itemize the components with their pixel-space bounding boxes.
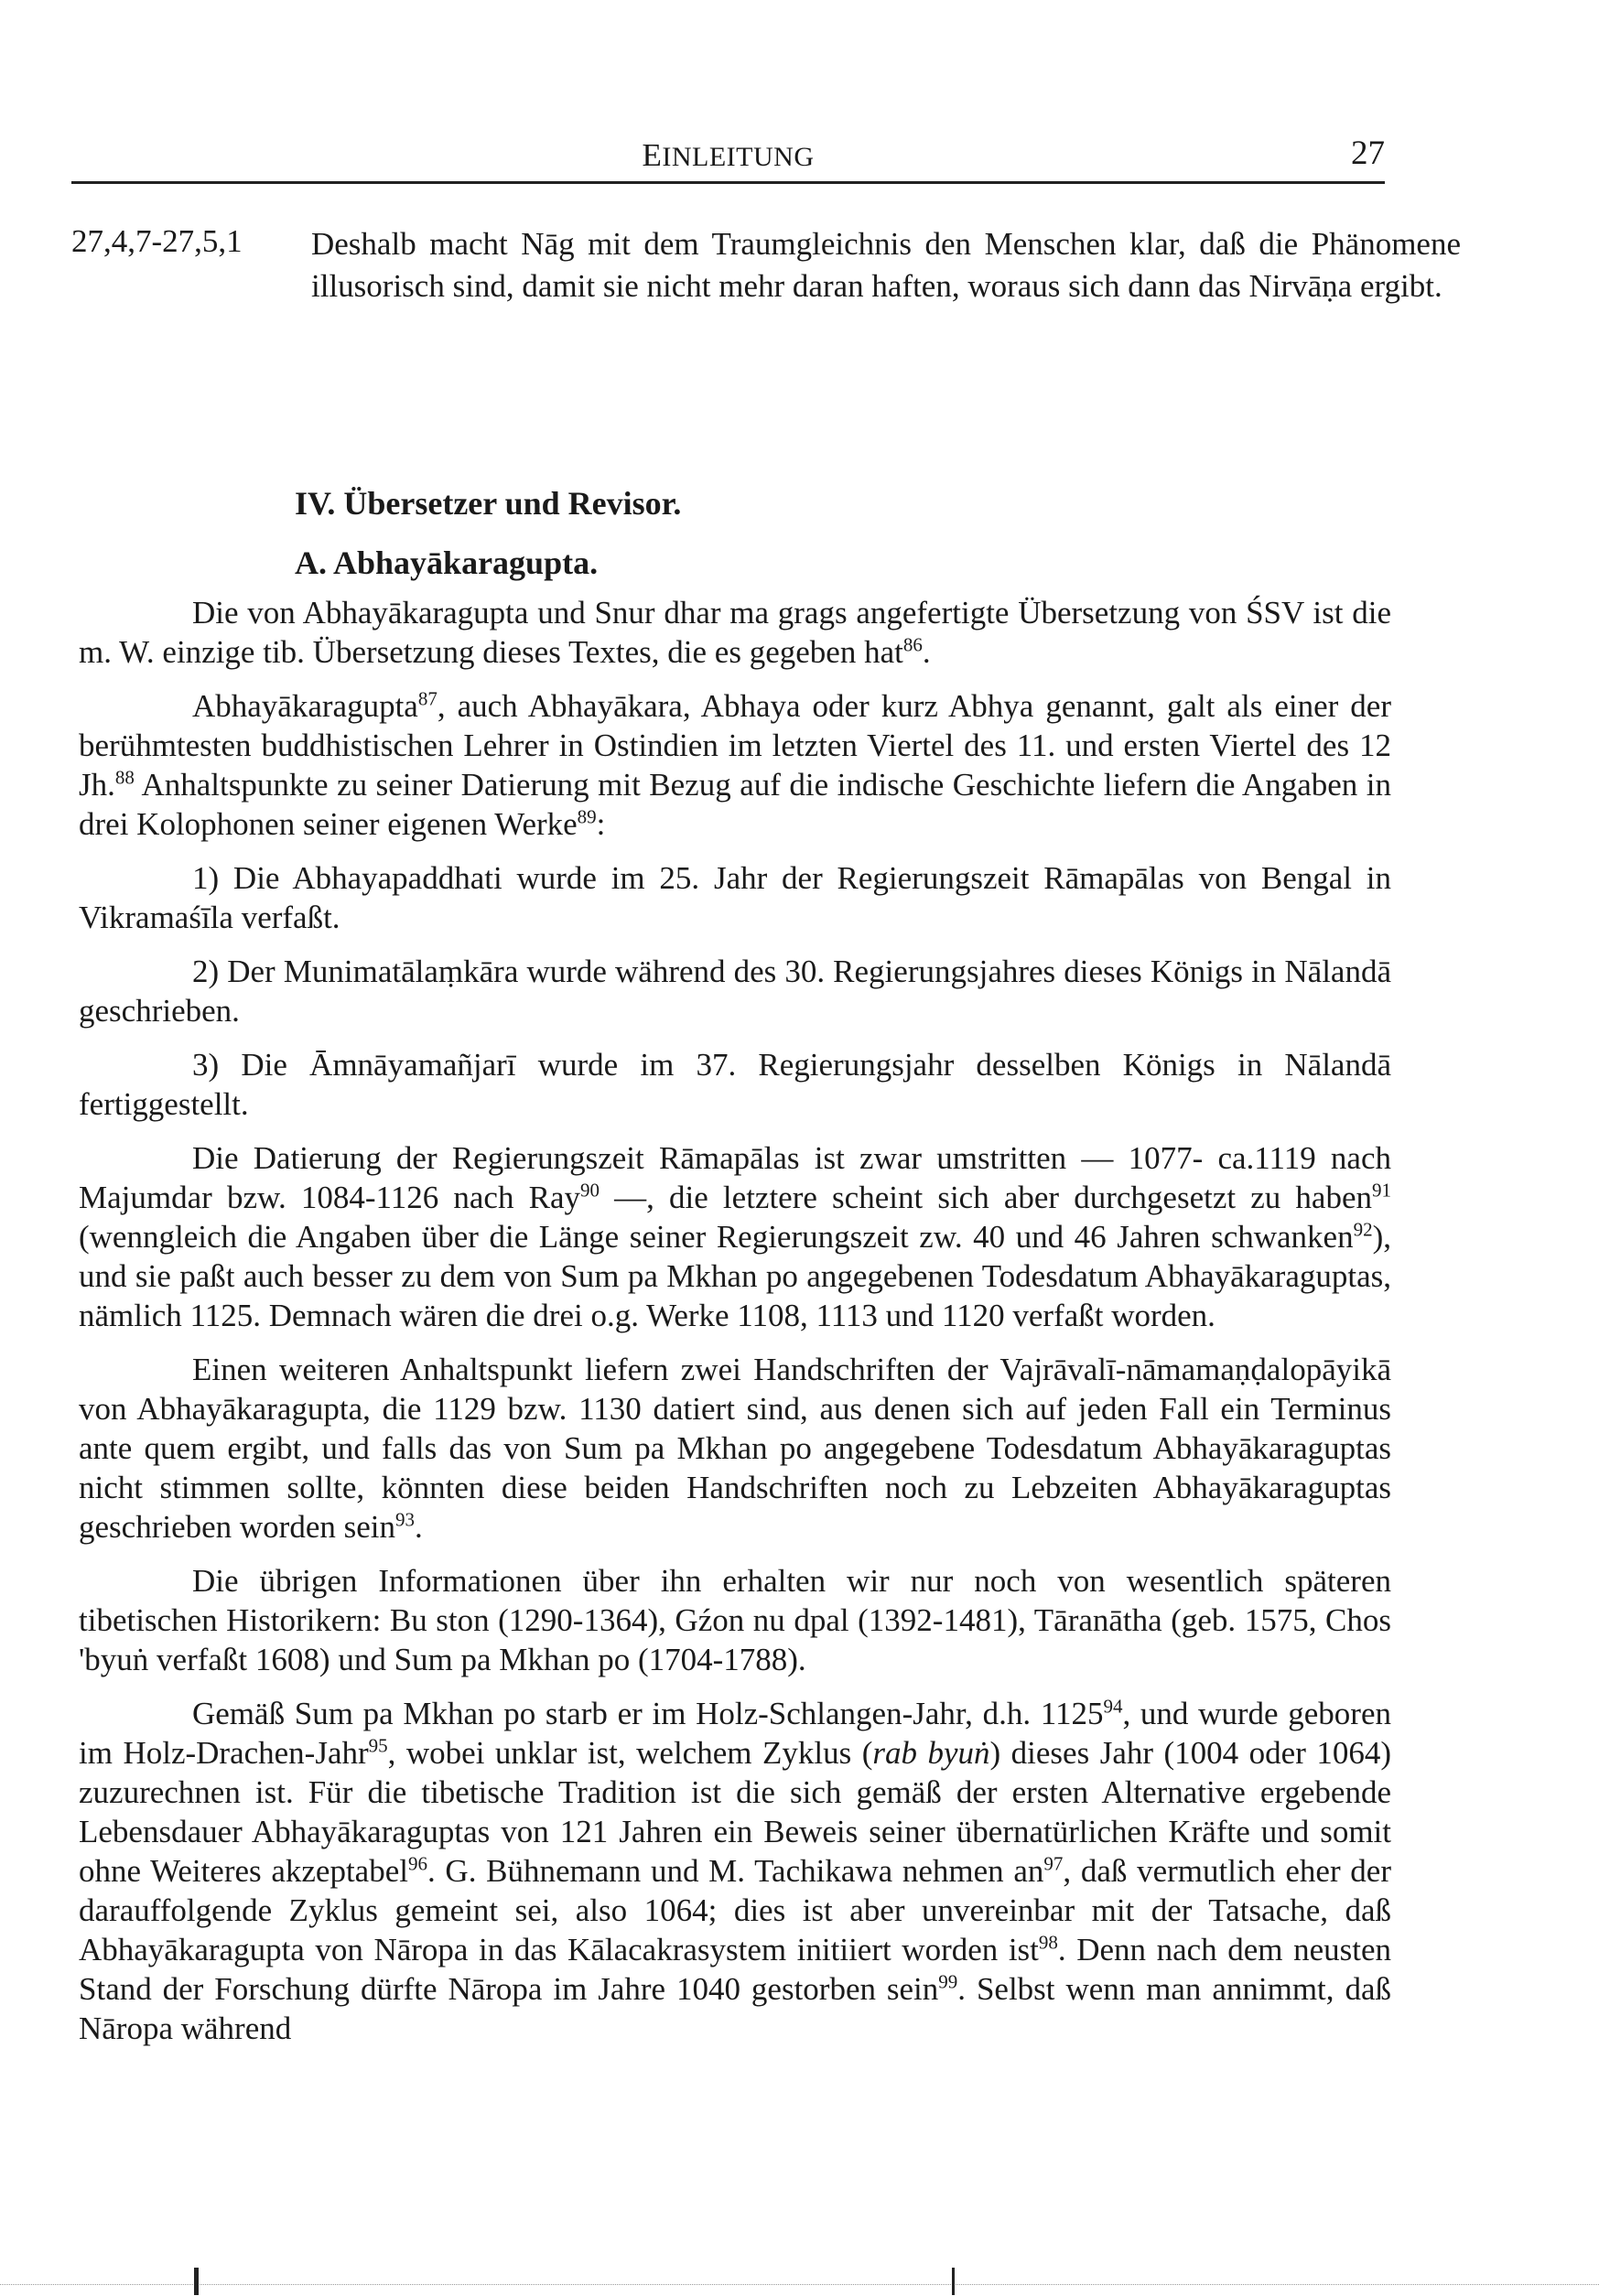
- paragraph: [79, 1045, 1391, 1124]
- paragraph-text: ), und sie paßt auch besser zu dem von Sum pa Mkhan po angegebenen Todesdatum Abhayākaraguptas, nämlich 1125. Demnach wären die drei o.g. Werke 1108, 1113 und 1120 verfaßt worden.: [79, 1219, 1391, 1333]
- body-text: [79, 593, 1391, 2063]
- paragraph: [79, 1350, 1391, 1547]
- page-number: 27: [1351, 135, 1385, 172]
- footnote-marker: 99: [938, 1970, 958, 1993]
- footnote-marker: 91: [1372, 1179, 1391, 1202]
- paragraph-text: ) dieses Jahr (1004 oder 1064) zuzurechnen ist. Für die tibetische Tradition ist die sich gemäß der ersten Alternative ergebende Lebensdauer Abhayākaraguptas von 121 Jahren ein Beweis seiner übernatürlichen Kräfte und somit ohne Weiteres akzeptabel: [79, 1735, 1391, 1889]
- footnote-marker: 87: [417, 687, 438, 710]
- header-title-rest: INLEITUNG: [662, 142, 815, 172]
- paragraph-text: , wobei unklar ist, welchem Zyklus (: [387, 1735, 873, 1771]
- paragraph: [79, 952, 1391, 1030]
- paragraph-text: . G. Bühnemann und M. Tachikawa nehmen an: [427, 1853, 1044, 1889]
- footnote-marker: 97: [1043, 1852, 1064, 1875]
- paragraph-text: Anhaltspunkte zu seiner Datierung mit Bezug auf die indische Geschichte liefern die Angaben in drei Kolophonen seiner eigenen Werke: [79, 767, 1391, 842]
- paragraph-text: . Selbst wenn man annimmt, daß Nāropa während: [79, 1971, 1391, 2046]
- paragraph: [79, 858, 1391, 937]
- scan-mark: [952, 2268, 955, 2295]
- paragraph-text: .: [414, 1509, 423, 1545]
- footnote-marker: 95: [368, 1734, 388, 1757]
- paragraph-text: Die von Abhayākaragupta und Snur dhar ma grags angefertigte Übersetzung von ŚSV ist die m. W. einzige tib. Übersetzung dieses Textes, die es gegeben hat: [79, 595, 1391, 670]
- paragraph-text: 1) Die Abhayapaddhati wurde im 25. Jahr der Regierungszeit Rāmapālas von Bengal in Vikramaśīla verfaßt.: [79, 860, 1391, 935]
- footnote-marker: 98: [1038, 1931, 1058, 1954]
- footnote-marker: 94: [1103, 1695, 1123, 1718]
- footnote-marker: 90: [579, 1179, 600, 1202]
- running-header: [71, 134, 1385, 184]
- paragraph: [79, 1561, 1391, 1679]
- subsection-heading: A. Abhayākaragupta.: [295, 544, 599, 581]
- paragraph-text: —, die letztere scheint sich aber durchgesetzt zu haben: [599, 1180, 1372, 1215]
- header-title: [71, 137, 1385, 174]
- italic-term: rab byuṅ: [872, 1735, 990, 1771]
- footnote-marker: 89: [577, 805, 597, 828]
- header-title-initial: E: [642, 137, 663, 173]
- paragraph-text: , und wurde geboren im Holz-Drachen-Jahr: [79, 1696, 1391, 1771]
- paragraph-text: Die Datierung der Regierungszeit Rāmapālas ist zwar umstritten — 1077- ca.1119 nach Majumdar bzw. 1084-1126 nach Ray: [79, 1140, 1391, 1215]
- paragraph-text: Gemäß Sum pa Mkhan po starb er im Holz-Schlangen-Jahr, d.h. 1125: [192, 1696, 1104, 1731]
- footnote-marker: 93: [394, 1508, 415, 1531]
- paragraph-text: 3) Die Āmnāyamañjarī wurde im 37. Regierungsjahr desselben Königs in Nālandā fertiggestellt.: [79, 1047, 1391, 1122]
- paragraph-text: , auch Abhayākara, Abhaya oder kurz Abhya genannt, galt als einer der berühmtesten buddhistischen Lehrer in Ostindien im letzten Viertel des 11. und ersten Viertel des 12 Jh.: [79, 688, 1391, 803]
- paragraph: [79, 1138, 1391, 1335]
- paragraph-text: (wenngleich die Angaben über die Länge seiner Regierungszeit zw. 40 und 46 Jahren schwanken: [79, 1219, 1354, 1255]
- paragraph: [79, 593, 1391, 672]
- section-heading: IV. Übersetzer und Revisor.: [295, 485, 682, 522]
- scan-mark: [194, 2268, 199, 2295]
- footnote-marker: 88: [114, 766, 135, 789]
- scan-bottom-edge: [0, 2284, 1599, 2285]
- paragraph-text: Einen weiteren Anhaltspunkt liefern zwei Handschriften der Vajrāvalī-nāmamaṇḍalopāyikā von Abhayākaragupta, die 1129 bzw. 1130 datiert sind, aus denen sich auf jeden Fall ein Terminus ante quem ergibt, und falls das von Sum pa Mkhan po angegebene Todesdatum Abhayākaraguptas nicht stimmen sollte, könnten diese beiden Handschriften noch zu Lebzeiten Abhayākaraguptas geschrieben worden sein: [79, 1352, 1391, 1545]
- paragraph-text: , daß vermutlich eher der darauffolgende Zyklus gemeint sei, also 1064; dies ist aber unvereinbar mit der Tatsache, daß Abhayākaragupta von Nāropa in das Kālacakrasystem initiiert worden ist: [79, 1853, 1392, 1967]
- paragraph-text: Abhayākaragupta: [192, 688, 418, 724]
- paragraph-text: .: [922, 634, 931, 670]
- note-text: Deshalb macht Nāg mit dem Traumgleichnis den Menschen klar, daß die Phänomene illusorisch sind, damit sie nicht mehr daran haften, woraus sich dann das Nirvāṇa ergibt.: [311, 226, 1461, 304]
- footnote-marker: 92: [1353, 1218, 1373, 1241]
- paragraph: [79, 1694, 1391, 2048]
- paragraph: [79, 686, 1391, 844]
- footnote-marker: 86: [902, 633, 923, 656]
- paragraph-text: . Denn nach dem neusten Stand der Forschung dürfte Nāropa im Jahre 1040 gestorben sein: [79, 1932, 1391, 2007]
- paragraph-text: 2) Der Munimatālaṃkāra wurde während des 30. Regierungsjahres dieses Königs in Nālandā geschrieben.: [79, 954, 1391, 1029]
- note-reference: 27,4,7-27,5,1: [71, 223, 243, 259]
- paragraph-text: Die übrigen Informationen über ihn erhalten wir nur noch von wesentlich späteren tibetischen Historikern: Bu ston (1290-1364), Gźon nu dpal (1392-1481), Tāranātha (geb. 1575, Chos 'byuṅ verfaßt 1608) und Sum pa Mkhan po (1704-1788).: [79, 1563, 1391, 1677]
- paragraph-text: :: [596, 806, 606, 842]
- footnote-marker: 96: [407, 1852, 427, 1875]
